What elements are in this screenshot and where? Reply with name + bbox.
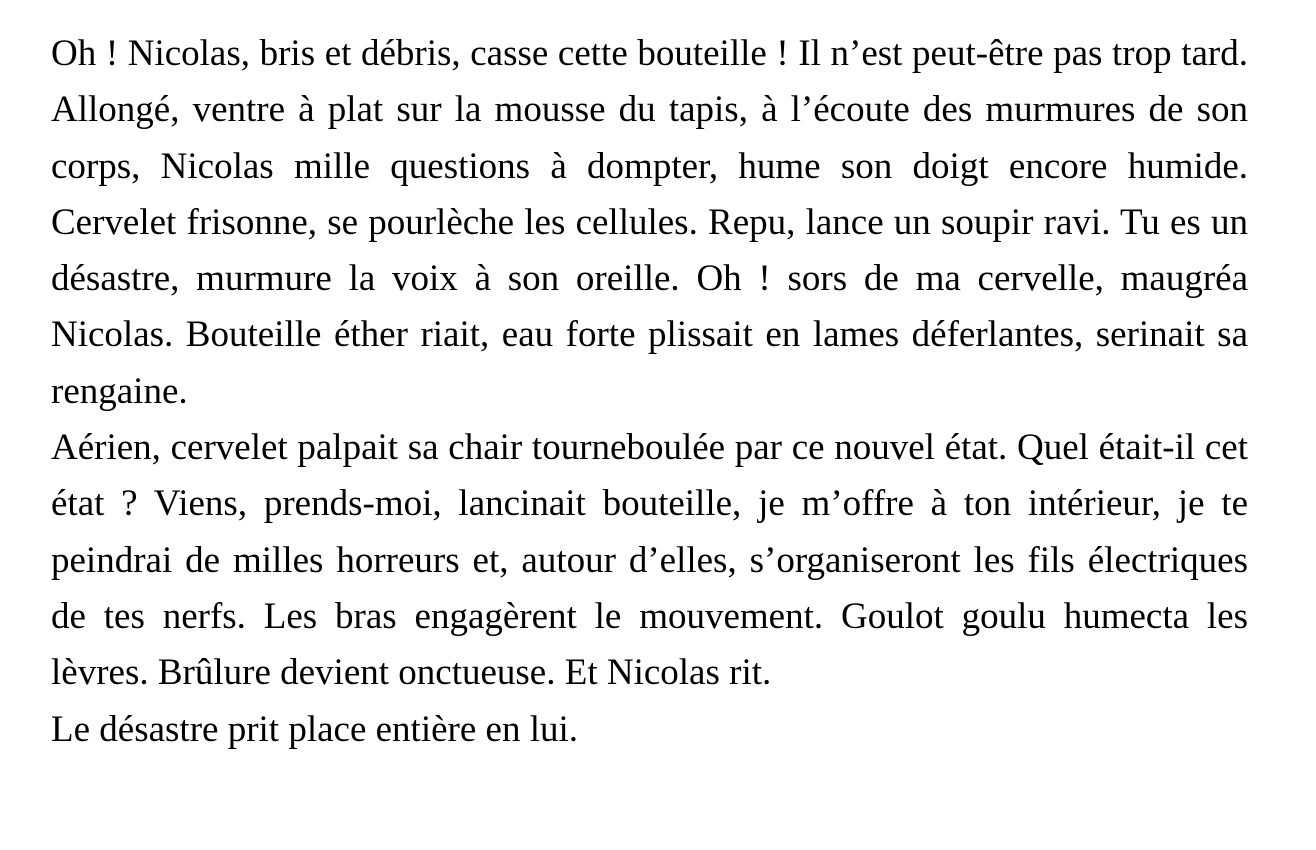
text-body — [51, 26, 1248, 758]
paragraph-2: Aérien, cervelet palpait sa chair tourneboulée par ce nouvel état. Quel était-il cet état ? Viens, prends-moi, lancinait bouteille, je m’offre à ton intérieur, je te peindrai de milles horreurs et, autour d’elles, s’organiseront les fils électriques de tes nerfs. Les bras engagèrent le mouvement. Goulot goulu humecta les lèvres. Brûlure devient onctueuse. Et Nicolas rit. — [51, 427, 1248, 694]
paragraph-1: Oh ! Nicolas, bris et débris, casse cette bouteille ! Il n’est peut-être pas trop tard. Allongé, ventre à plat sur la mousse du tapis, à l’écoute des murmures de son corps, Nicolas mille questions à dompter, hume son doigt encore humide. Cervelet frisonne, se pourlèche les cellules. Repu, lance un soupir ravi. Tu es un désastre, murmure la voix à son oreille. Oh ! sors de ma cervelle, maugréa Nicolas. Bouteille éther riait, eau forte plissait en lames déferlantes, serinait sa rengaine. — [51, 33, 1248, 412]
paragraph-3: Le désastre prit place entière en lui. — [51, 708, 578, 750]
